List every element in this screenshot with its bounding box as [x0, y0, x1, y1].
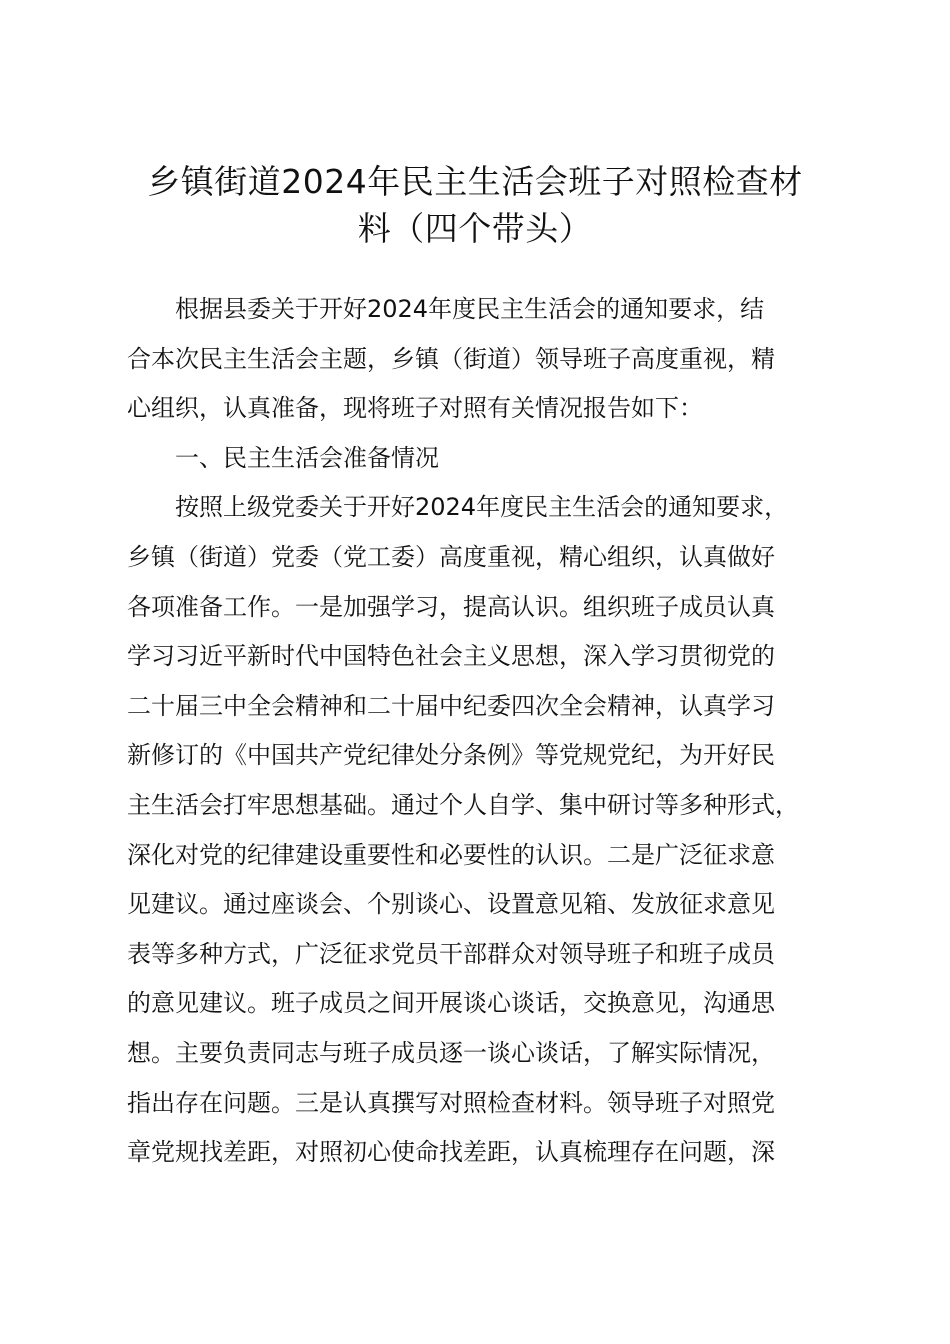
body-line: 根据县委关于开好2024年度民主生活会的通知要求，结 — [127, 295, 765, 323]
body-line: 章党规找差距，对照初心使命找差距，认真梳理存在问题，深 — [127, 1138, 775, 1167]
body-line: 合本次民主生活会主题，乡镇（街道）领导班子高度重视，精 — [127, 344, 775, 373]
title-line-2: 料（四个带头） — [357, 209, 593, 248]
title-line-1: 乡镇街道2024年民主生活会班子对照检查材 — [147, 162, 803, 201]
document-body — [127, 285, 857, 1178]
body-line: 二十届三中全会精神和二十届中纪委四次全会精神，认真学习 — [127, 691, 775, 720]
document-title — [110, 158, 840, 252]
body-line: 指出存在问题。三是认真撰写对照检查材料。领导班子对照党 — [127, 1088, 775, 1117]
body-line: 心组织，认真准备，现将班子对照有关情况报告如下： — [127, 394, 703, 423]
section-heading: 一、民主生活会准备情况 — [127, 443, 439, 472]
body-line: 各项准备工作。一是加强学习，提高认识。组织班子成员认真 — [127, 592, 775, 621]
body-line: 深化对党的纪律建设重要性和必要性的认识。二是广泛征求意 — [127, 840, 775, 869]
body-line: 乡镇（街道）党委（党工委）高度重视，精心组织，认真做好 — [127, 542, 775, 571]
body-line: 学习习近平新时代中国特色社会主义思想，深入学习贯彻党的 — [127, 642, 775, 671]
body-line: 按照上级党委关于开好2024年度民主生活会的通知要求， — [127, 493, 789, 522]
body-line: 新修订的《中国共产党纪律处分条例》等党规党纪，为开好民 — [127, 741, 775, 770]
body-line: 想。主要负责同志与班子成员逐一谈心谈话，了解实际情况， — [127, 1038, 775, 1067]
body-line: 的意见建议。班子成员之间开展谈心谈话，交换意见，沟通思 — [127, 989, 775, 1018]
body-line: 主生活会打牢思想基础。通过个人自学、集中研讨等多种形式， — [127, 790, 799, 819]
body-line: 表等多种方式，广泛征求党员干部群众对领导班子和班子成员 — [127, 939, 775, 968]
body-line: 见建议。通过座谈会、个别谈心、设置意见箱、发放征求意见 — [127, 890, 775, 919]
